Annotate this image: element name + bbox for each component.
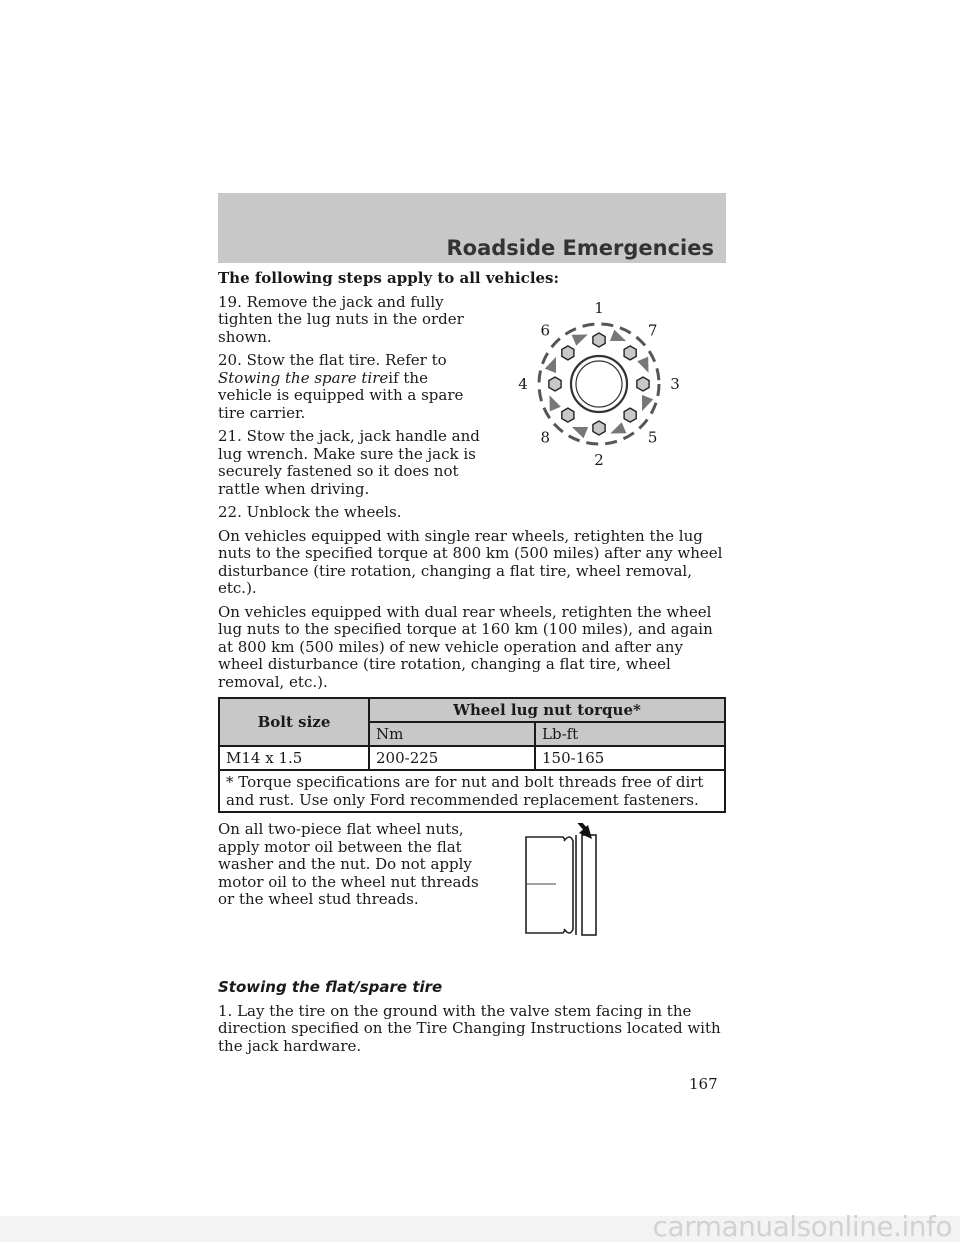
rotation-arrow-icon [642, 394, 653, 410]
section-header [218, 193, 726, 263]
nut-order-label: 7 [647, 320, 658, 339]
nut-order-label: 8 [540, 428, 551, 447]
lug-nut [593, 421, 605, 435]
nut-order-label: 4 [518, 374, 528, 393]
nut-order-label: 6 [540, 320, 551, 339]
table-row [219, 746, 725, 770]
two-piece-wheel-nut-diagram [516, 823, 676, 963]
rotation-arrow-icon [545, 356, 556, 372]
lug-nut [624, 408, 636, 422]
nut-order-label: 1 [594, 299, 604, 317]
lug-nut [549, 377, 561, 391]
lug-nut [624, 345, 636, 359]
lug-nut [637, 377, 649, 391]
nut-order-label: 3 [670, 374, 680, 393]
subheader-nm: Nm [369, 722, 535, 746]
intro-heading: The following steps apply to all vehicles: [218, 269, 560, 287]
step-21: 21. Stow the jack, jack handle and lug wrench. Make sure the jack is securely fastened so it does not rattle when driving. [218, 427, 480, 498]
wheel-hub-outer [571, 356, 627, 412]
watermark: carmanualsonline.info [652, 1210, 952, 1243]
header-bolt-size: Bolt size [219, 698, 369, 746]
nut-order-label: 2 [594, 450, 604, 469]
nut-order-labels [518, 300, 680, 469]
flat-washer [582, 835, 596, 935]
cell-nm: 200-225 [369, 746, 535, 770]
rotation-arrow-icon [550, 395, 561, 411]
step-20 [218, 352, 480, 422]
nut-order-label: 5 [647, 428, 658, 447]
header-lug-nut-torque: Wheel lug nut torque* [369, 698, 725, 722]
rotation-arrow-icon [610, 422, 626, 433]
lug-nut [562, 345, 574, 359]
table-footnote: * Torque specifications are for nut and bolt threads free of dirt and rust. Use only Ford recommended replacement fasteners. [219, 770, 725, 812]
section-title: Roadside Emergencies [446, 236, 714, 260]
step-20-text-end: if the vehicle is equipped with a spare tire carrier. [218, 368, 464, 422]
page-number: 167 [689, 1075, 718, 1093]
dual-wheel-paragraph: On vehicles equipped with dual rear wheels, retighten the wheel lug nuts to the specified torque at 160 km (100 miles), and again at 800 km (500 miles) of new vehicle operation and after any wheel disturbance (tire rotation, changing a flat tire, wheel removal, etc.). [218, 602, 713, 691]
lug-nut [593, 333, 605, 347]
cell-lbft: 150-165 [535, 746, 725, 770]
subheading-stowing: Stowing the flat/spare tire [218, 978, 443, 996]
stowing-step-1: 1. Lay the tire on the ground with the valve stem facing in the direction specified on the Tire Changing Instructions located with the jack hardware. [218, 1001, 721, 1055]
nut-collar [564, 837, 573, 933]
torque-table [218, 697, 726, 813]
page-content [218, 270, 726, 1061]
two-piece-nut-paragraph: On all two-piece flat wheel nuts, apply motor oil between the flat washer and the nut. Do not apply motor oil to the wheel nut threads or the wheel stud threads. [218, 820, 479, 908]
wheel-hub-inner [576, 361, 622, 407]
lug-nut-tightening-diagram [514, 300, 684, 470]
rotation-arrow-icon [637, 356, 648, 372]
lug-nut [562, 408, 574, 422]
single-wheel-paragraph: On vehicles equipped with single rear wheels, retighten the lug nuts to the specified torque at 800 km (500 miles) after any wheel disturbance (tire rotation, changing a flat tire, wheel removal, etc.). [218, 526, 723, 597]
nut-body [526, 837, 566, 933]
step-20-text: 20. Stow the flat tire. Refer to [218, 351, 447, 369]
rotation-arrow-icon [572, 334, 588, 345]
step-19: 19. Remove the jack and fully tighten the lug nuts in the order shown. [218, 292, 464, 346]
rotation-arrow-icon [610, 329, 626, 340]
cell-bolt-size: M14 x 1.5 [219, 746, 369, 770]
step-22: 22. Unblock the wheels. [218, 503, 402, 521]
step-20-reference: Stowing the spare tire [218, 368, 389, 387]
subheader-lbft: Lb-ft [535, 722, 725, 746]
lug-nuts [545, 329, 653, 437]
rotation-arrow-icon [572, 427, 588, 438]
